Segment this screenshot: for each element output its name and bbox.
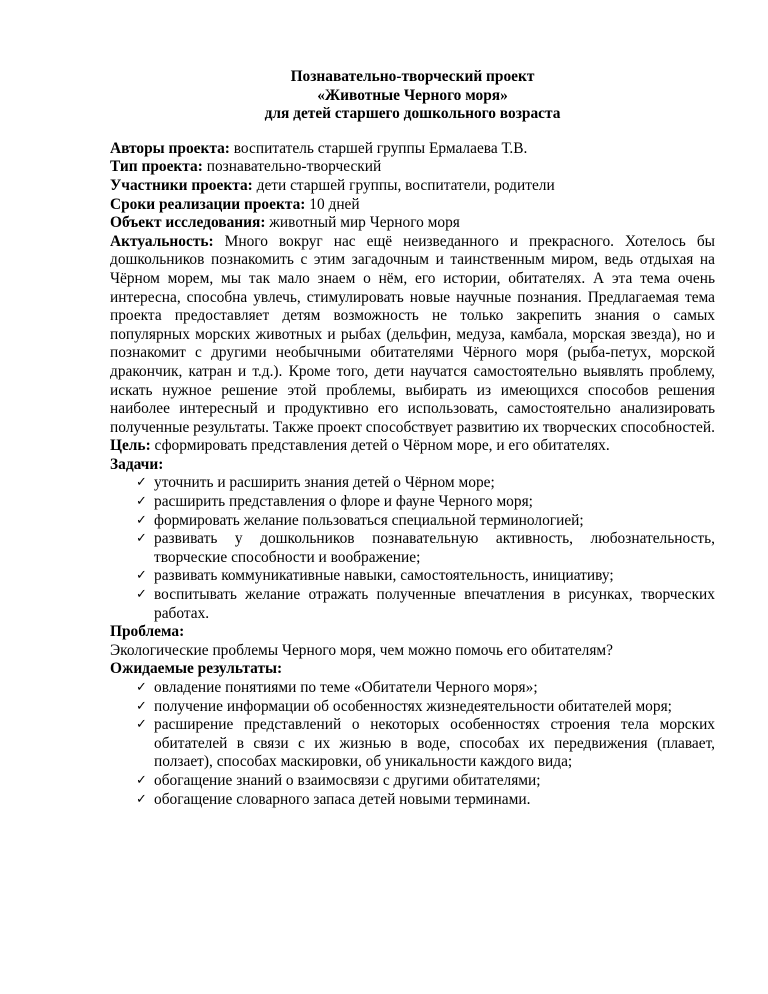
check-mark-icon: ✓ xyxy=(136,680,147,695)
list-item xyxy=(136,567,715,586)
field-label: Тип проекта: xyxy=(110,158,203,176)
relevance-label: Актуальность: xyxy=(110,232,214,250)
check-mark-icon: ✓ xyxy=(136,531,147,547)
list-item xyxy=(136,771,715,791)
check-mark-icon: ✓ xyxy=(136,587,147,603)
list-item-text: расширение представлений о некоторых особенностях строения тела морских обитателей в связи с их жизнью в воде, способах их передвижения (плавает, ползает), способах маскировки, об уникальности каждого вида; xyxy=(154,716,715,771)
tasks-list xyxy=(110,474,715,623)
list-item xyxy=(136,679,715,698)
list-item xyxy=(136,697,715,717)
field-label: Авторы проекта: xyxy=(110,139,230,157)
results-list xyxy=(110,679,715,809)
list-item xyxy=(136,586,715,623)
check-mark-icon: ✓ xyxy=(136,475,147,491)
field-value: животный мир Черного моря xyxy=(265,214,460,232)
list-item-text: развивать у дошкольников познавательную активность, любознательность, творческие способности и воображение; xyxy=(154,530,715,566)
list-item-text: воспитывать желание отражать полученные впечатления в рисунках, творческих работах. xyxy=(154,586,715,622)
title-line-2: «Животные Черного моря» xyxy=(317,86,508,104)
list-item xyxy=(136,511,715,531)
field-authors xyxy=(110,140,715,159)
check-mark-icon: ✓ xyxy=(136,717,147,733)
check-mark-icon: ✓ xyxy=(136,512,147,528)
results-heading: Ожидаемые результаты: xyxy=(110,660,283,678)
check-mark-icon: ✓ xyxy=(136,772,147,788)
goal-label: Цель: xyxy=(110,437,151,455)
list-item-text: развивать коммуникативные навыки, самостоятельность, инициативу; xyxy=(154,567,614,585)
check-mark-icon: ✓ xyxy=(136,791,147,807)
problem-heading: Проблема: xyxy=(110,623,185,641)
list-item-text: овладение понятиями по теме «Обитатели Черного моря»; xyxy=(154,679,538,696)
field-research-object xyxy=(110,214,715,233)
problem-text: Экологические проблемы Черного моря, чем можно помочь его обитателям? xyxy=(110,641,614,659)
field-value: воспитатель старшей группы Ермалаева Т.В. xyxy=(229,139,528,157)
field-label: Объект исследования: xyxy=(110,214,266,232)
list-item-text: формировать желание пользоваться специальной терминологией; xyxy=(154,511,584,529)
field-type xyxy=(110,158,715,177)
tasks-heading: Задачи: xyxy=(110,455,164,473)
document-page xyxy=(110,68,715,809)
field-value: 10 дней xyxy=(305,195,360,213)
check-mark-icon: ✓ xyxy=(136,698,147,714)
goal-text: сформировать представления детей о Чёрном море, и его обитателях. xyxy=(150,437,610,455)
list-item xyxy=(136,716,715,772)
field-participants xyxy=(110,177,715,196)
document-title xyxy=(110,68,715,124)
title-line-1: Познавательно-творческий проект xyxy=(290,68,535,85)
list-item xyxy=(136,530,715,567)
list-item xyxy=(136,474,715,493)
goal-paragraph xyxy=(110,437,715,456)
field-timeline xyxy=(110,196,715,215)
field-value: дети старшей группы, воспитатели, родители xyxy=(252,176,555,194)
field-value: познавательно-творческий xyxy=(202,158,382,176)
relevance-paragraph xyxy=(110,233,715,438)
relevance-text: Много вокруг нас ещё неизведанного и прекрасного. Хотелось бы дошкольников познакомить с этим загадочным и таинственным миром, ведь отдыхая на Чёрном морем, мы так мало знаем о нём, его истории, обитателях. А эта тема очень интересна, способна увлечь, стимулировать новые научные познания. Предлагаемая тема проекта предоставляет детям возможность не только закрепить знания о самых популярных морских животных и рыбах (дельфин, медуза, камбала, морская звезда), но и познакомит с другими необычными обитателями Чёрного моря (рыба-петух, морской дракончик, катран и т.д.). Кроме того, дети научатся самостоятельно выявлять проблему, искать нужное решение этой проблемы, выбирать из имеющихся способов решения наиболее интересный и продуктивно его использовать, самостоятельно анализировать полученные результаты. Также проект способствует развитию их творческих способностей. xyxy=(110,232,715,436)
list-item-text: уточнить и расширить знания детей о Чёрном море; xyxy=(154,474,495,492)
list-item-text: расширить представления о флоре и фауне Черного моря; xyxy=(154,493,533,511)
list-item xyxy=(136,790,715,810)
check-mark-icon: ✓ xyxy=(136,568,147,584)
list-item-text: получение информации об особенностях жизнедеятельности обитателей моря; xyxy=(154,697,672,715)
field-label: Сроки реализации проекта: xyxy=(110,195,306,213)
title-line-3: для детей старшего дошкольного возраста xyxy=(264,105,561,123)
list-item xyxy=(136,493,715,512)
field-label: Участники проекта: xyxy=(110,176,253,194)
list-item-text: обогащение знаний о взаимосвязи с другими обитателями; xyxy=(154,771,541,789)
list-item-text: обогащение словарного запаса детей новыми терминами. xyxy=(154,790,531,808)
check-mark-icon: ✓ xyxy=(136,494,147,510)
